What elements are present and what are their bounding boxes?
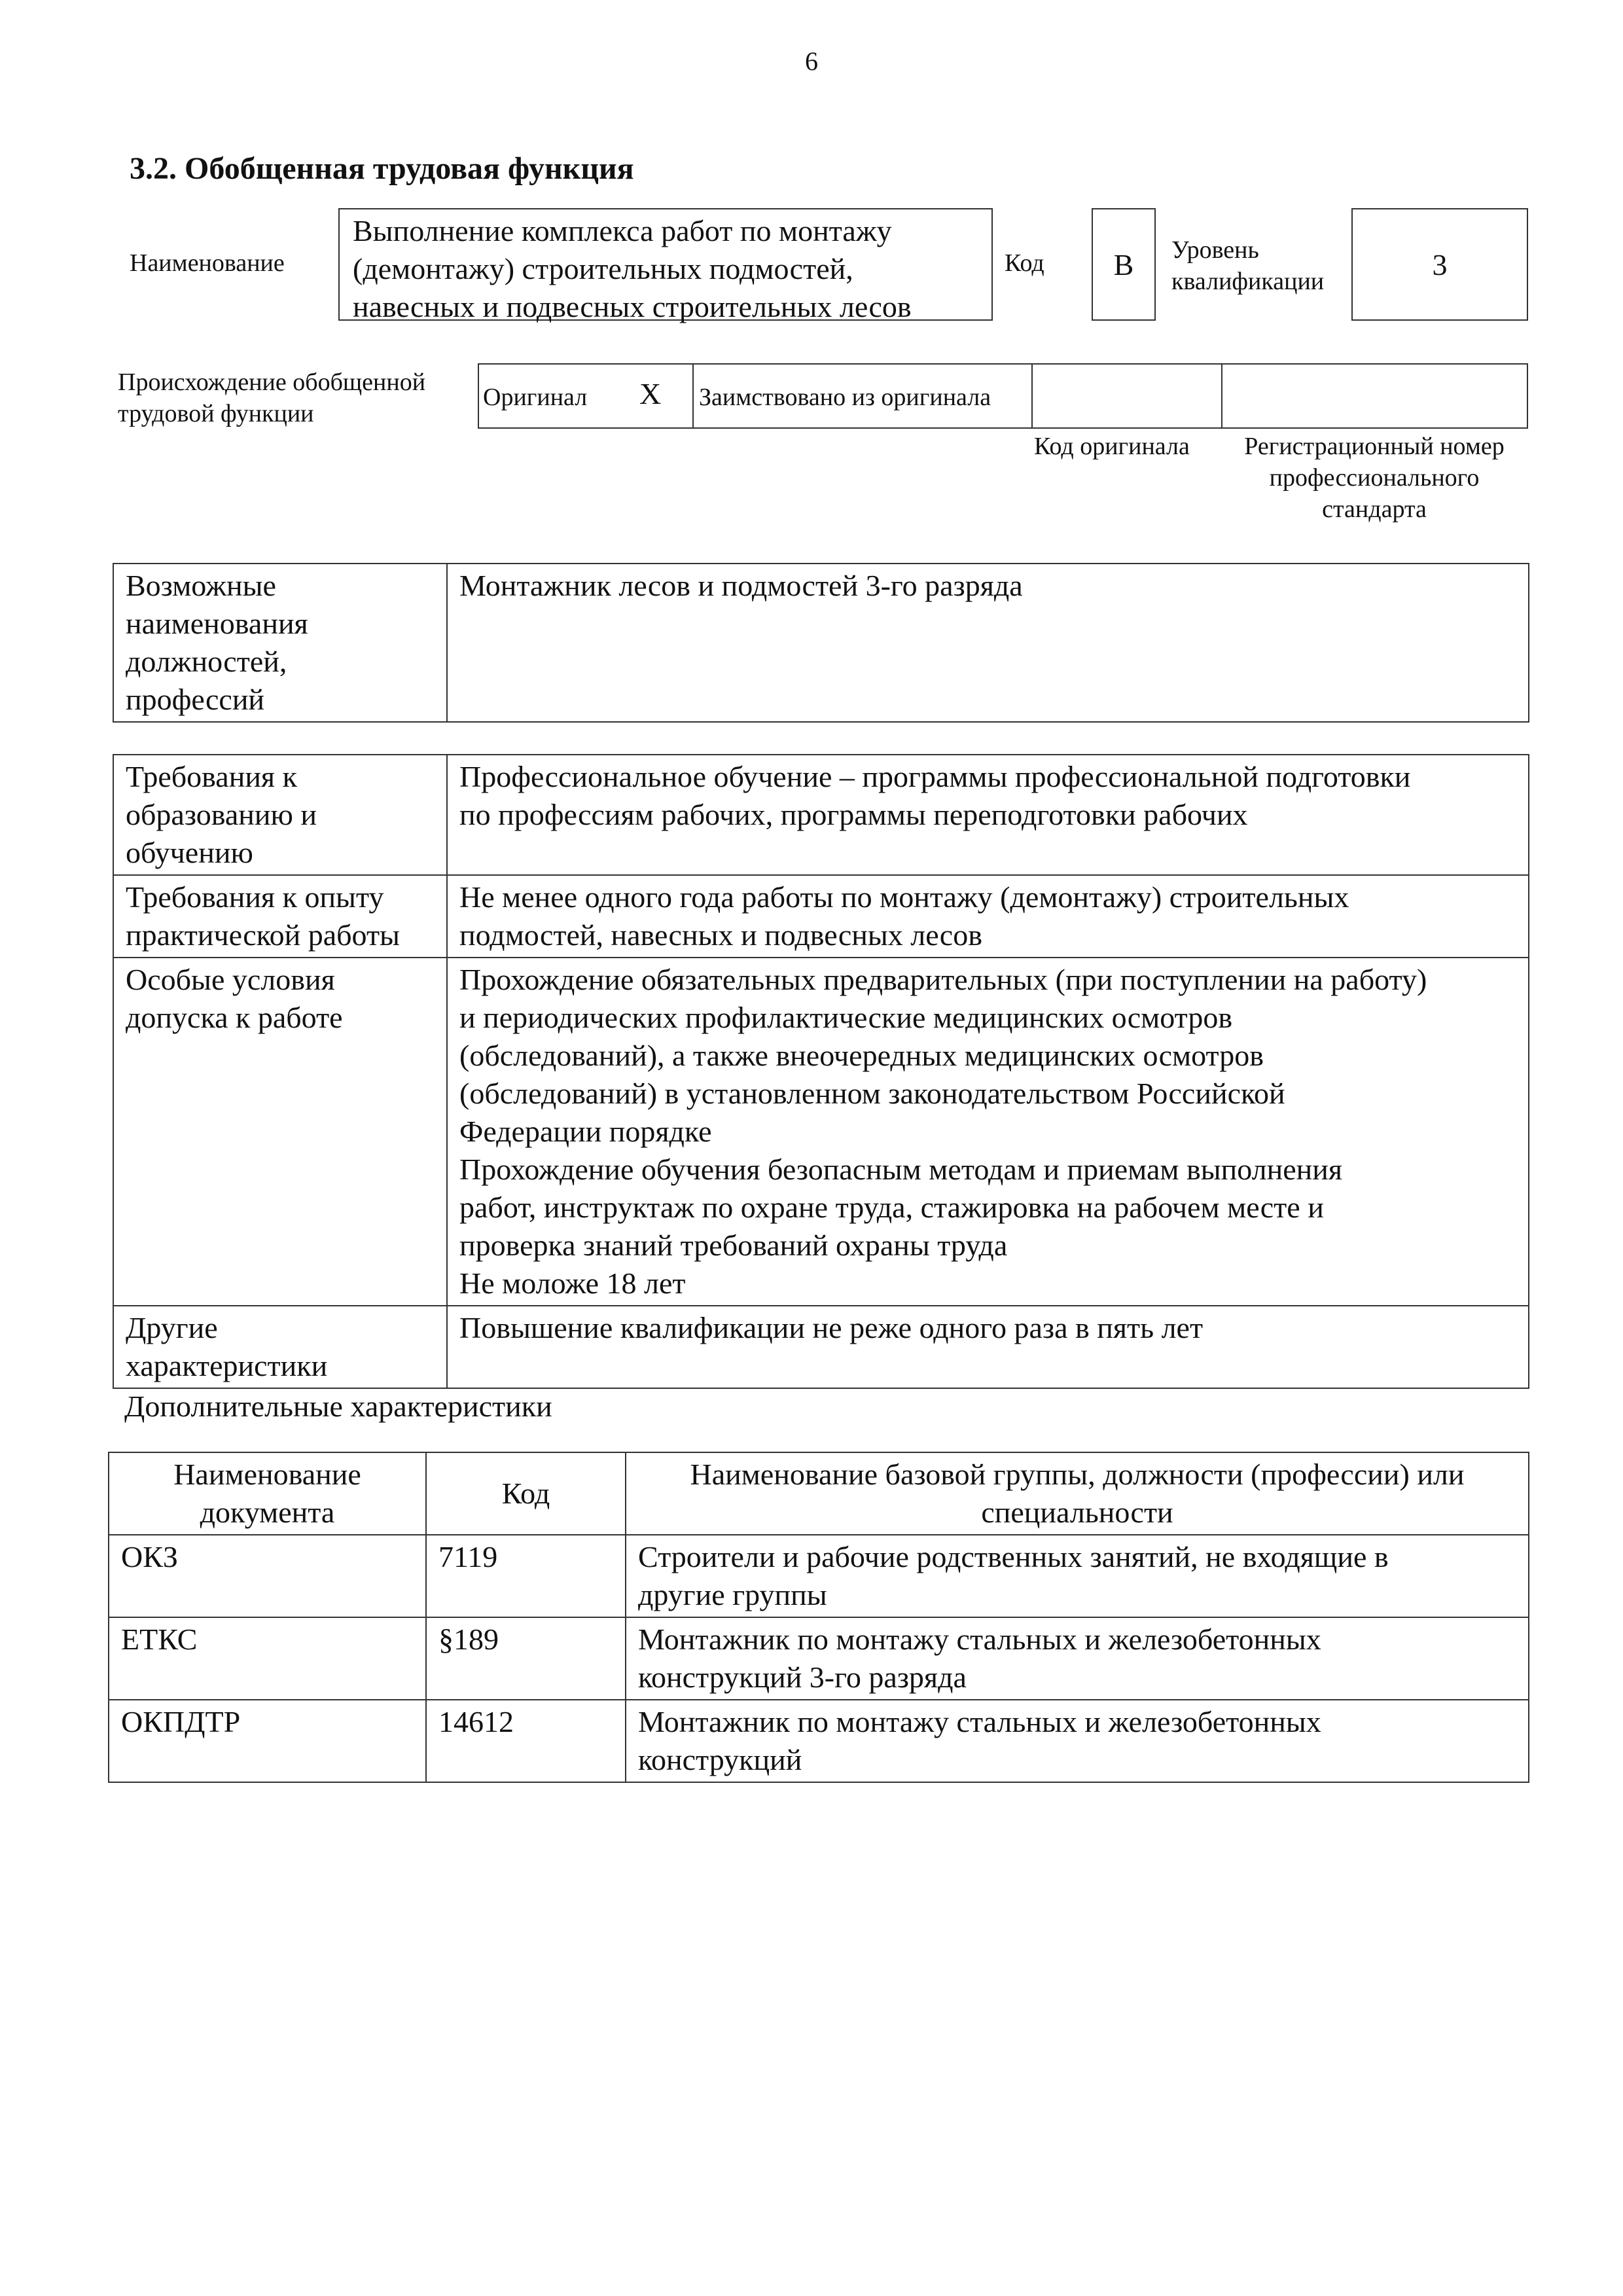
table-row xyxy=(113,875,1529,958)
table-row xyxy=(109,1535,1529,1617)
row-code: 14612 xyxy=(426,1700,626,1782)
original-code-caption: Код оригинала xyxy=(1034,433,1190,460)
code-value-box: B xyxy=(1092,208,1156,321)
table-header-row xyxy=(109,1452,1529,1535)
value-line: конструкций xyxy=(638,1743,802,1776)
table-row xyxy=(109,1617,1529,1700)
education-value xyxy=(447,755,1529,875)
value-line: Прохождение обязательных предварительных (при поступлении на работу) xyxy=(459,963,1427,996)
value-line: (обследований), а также внеочередных медицинских осмотров xyxy=(459,1039,1264,1072)
origin-row xyxy=(478,363,1528,429)
value-line: проверка знаний требований охраны труда xyxy=(459,1229,1008,1262)
other-label xyxy=(113,1306,447,1388)
level-value-box: 3 xyxy=(1351,208,1528,321)
header-line: Наименование базовой группы, должности (профессии) или xyxy=(690,1458,1465,1491)
label-line: Требования к опыту xyxy=(126,880,384,914)
name-line: навесных и подвесных строительных лесов xyxy=(353,290,912,323)
label-line: Особые условия xyxy=(126,963,335,996)
value-line: (обследований) в установленном законодательством Российской xyxy=(459,1077,1285,1110)
page-number: 6 xyxy=(805,46,818,76)
level-label-line: квалификации xyxy=(1171,268,1325,295)
name-label: Наименование xyxy=(130,249,285,277)
header-group-name xyxy=(626,1452,1529,1535)
value-line: конструкций 3-го разряда xyxy=(638,1660,967,1694)
origin-label-line: Происхождение обобщенной xyxy=(118,368,426,396)
original-mark: X xyxy=(639,377,662,410)
header-line: Наименование xyxy=(173,1458,361,1491)
reg-caption-line: Регистрационный номер xyxy=(1244,433,1505,460)
section-title: 3.2. Обобщенная трудовая функция xyxy=(130,151,634,186)
reg-caption-line: стандарта xyxy=(1322,495,1427,523)
requirements-table xyxy=(113,754,1529,1389)
value-line: и периодических профилактические медицинских осмотров xyxy=(459,1001,1233,1034)
experience-label xyxy=(113,875,447,958)
origin-label xyxy=(118,367,425,429)
table-row xyxy=(113,958,1529,1306)
row-document: ОКПДТР xyxy=(109,1700,426,1782)
table-row xyxy=(113,1306,1529,1388)
header-document xyxy=(109,1452,426,1535)
borrowed-label: Заимствовано из оригинала xyxy=(699,384,991,411)
row-code: §189 xyxy=(426,1617,626,1700)
label-line: обучению xyxy=(126,836,253,869)
table-row xyxy=(113,755,1529,875)
label-line: образованию и xyxy=(126,798,317,831)
name-line: Выполнение комплекса работ по монтажу xyxy=(353,214,892,247)
label-line: Другие xyxy=(126,1311,218,1344)
borrowed-cell xyxy=(692,363,1033,429)
other-value xyxy=(447,1306,1529,1388)
table-row xyxy=(113,564,1529,722)
positions-table xyxy=(113,563,1529,723)
value-line: Профессиональное обучение – программы профессиональной подготовки xyxy=(459,760,1411,793)
header-line: документа xyxy=(200,1496,335,1529)
label-line: наименования xyxy=(126,607,308,640)
original-label: Оригинал xyxy=(483,384,588,411)
value-line: по профессиям рабочих, программы переподготовки рабочих xyxy=(459,798,1248,831)
row-name xyxy=(626,1700,1529,1782)
reg-number-caption xyxy=(1217,431,1531,525)
origin-label-line: трудовой функции xyxy=(118,400,314,427)
label-line: профессий xyxy=(126,683,265,716)
experience-value xyxy=(447,875,1529,958)
value-line: Не менее одного года работы по монтажу (демонтажу) строительных xyxy=(459,880,1349,914)
value-line: Прохождение обучения безопасным методам и приемам выполнения xyxy=(459,1153,1343,1186)
level-label xyxy=(1171,234,1324,297)
row-document: ЕТКС xyxy=(109,1617,426,1700)
name-line: (демонтажу) строительных подмостей, xyxy=(353,252,853,285)
label-line: характеристики xyxy=(126,1349,328,1382)
value-line: Повышение квалификации не реже одного раза в пять лет xyxy=(459,1311,1204,1344)
code-label: Код xyxy=(1005,249,1044,277)
table-row xyxy=(109,1700,1529,1782)
level-label-line: Уровень xyxy=(1171,236,1259,264)
header-line: специальности xyxy=(981,1496,1173,1529)
name-value-box xyxy=(338,208,993,321)
value-line: Монтажник по монтажу стальных и железобетонных xyxy=(638,1705,1321,1738)
original-cell xyxy=(478,363,694,429)
value-line: подмостей, навесных и подвесных лесов xyxy=(459,918,982,952)
row-document: ОКЗ xyxy=(109,1535,426,1617)
header-code xyxy=(426,1452,626,1535)
special-conditions-label xyxy=(113,958,447,1306)
label-line: должностей, xyxy=(126,645,287,678)
row-name xyxy=(626,1617,1529,1700)
original-code-cell xyxy=(1031,363,1222,429)
header-line: Код xyxy=(501,1477,550,1510)
additional-table xyxy=(108,1452,1529,1783)
value-line: Не моложе 18 лет xyxy=(459,1266,686,1300)
row-name xyxy=(626,1535,1529,1617)
label-line: Возможные xyxy=(126,569,276,602)
value-line: Монтажник по монтажу стальных и железобетонных xyxy=(638,1623,1321,1656)
reg-number-cell xyxy=(1221,363,1528,429)
value-line: работ, инструктаж по охране труда, стажировка на рабочем месте и xyxy=(459,1191,1324,1224)
positions-value: Монтажник лесов и подмостей 3-го разряда xyxy=(447,564,1529,722)
row-code: 7119 xyxy=(426,1535,626,1617)
label-line: практической работы xyxy=(126,918,400,952)
label-line: Требования к xyxy=(126,760,297,793)
reg-caption-line: профессионального xyxy=(1269,464,1480,492)
additional-title: Дополнительные характеристики xyxy=(124,1390,552,1423)
label-line: допуска к работе xyxy=(126,1001,343,1034)
value-line: другие группы xyxy=(638,1578,827,1611)
value-line: Федерации порядке xyxy=(459,1115,712,1148)
positions-label xyxy=(113,564,447,722)
value-line: Строители и рабочие родственных занятий, не входящие в xyxy=(638,1540,1389,1573)
education-label xyxy=(113,755,447,875)
special-conditions-value xyxy=(447,958,1529,1306)
